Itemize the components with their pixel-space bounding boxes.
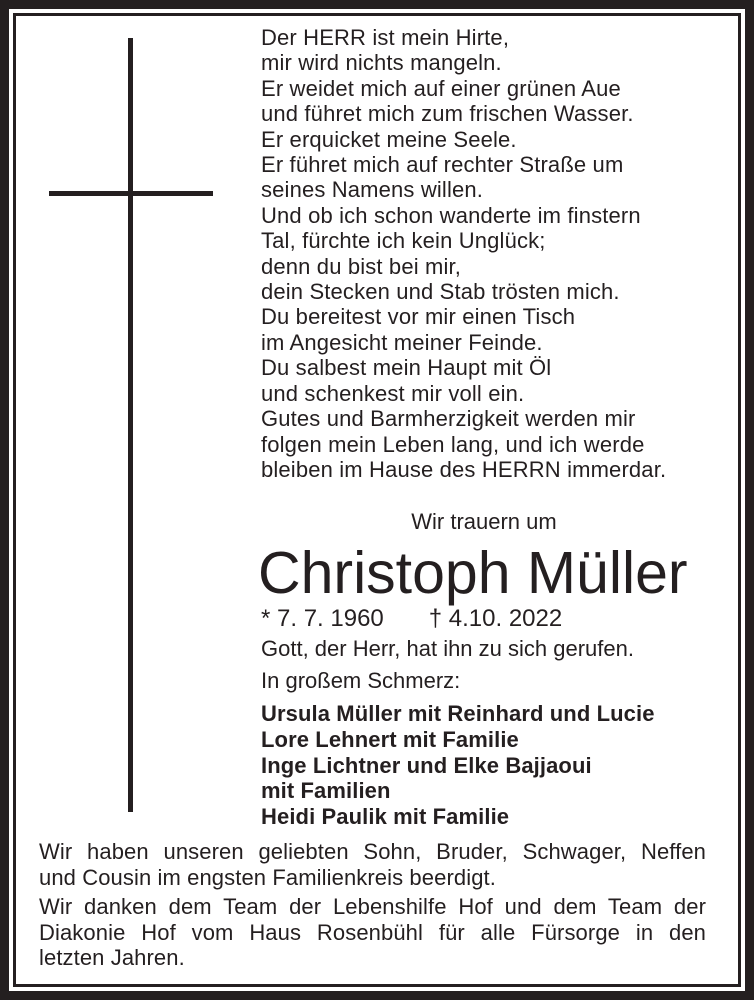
psalm-line: und schenkest mir voll ein. bbox=[261, 380, 525, 406]
psalm-line: Gutes und Barmherzigkeit werden mir bbox=[261, 406, 636, 432]
life-dates bbox=[261, 605, 562, 633]
death-date: † 4.10. 2022 bbox=[428, 605, 563, 632]
psalm-line: Tal, fürchte ich kein Unglück; bbox=[261, 228, 546, 254]
grief-heading: In großem Schmerz: bbox=[261, 668, 461, 693]
psalm-line: seines Namens willen. bbox=[261, 177, 484, 203]
psalm-line: Und ob ich schon wanderte im finstern bbox=[261, 202, 641, 228]
psalm-line: Du salbest mein Haupt mit Öl bbox=[261, 355, 552, 381]
psalm-line: Du bereitest vor mir einen Tisch bbox=[261, 304, 576, 330]
closing-line: Diakonie Hof vom Haus Rosenbühl für alle Fürsorge in den bbox=[39, 919, 706, 945]
birth-date: * 7. 7. 1960 bbox=[261, 605, 384, 632]
mourner-line: mit Familien bbox=[261, 778, 391, 804]
cross-horizontal-bar bbox=[49, 191, 213, 196]
burial-paragraph bbox=[39, 839, 706, 890]
closing-line: letzten Jahren. bbox=[39, 945, 185, 971]
deceased-name: Christoph Müller bbox=[258, 540, 688, 606]
psalm-text bbox=[261, 25, 666, 482]
thanks-paragraph bbox=[39, 894, 706, 971]
mourning-intro: Wir trauern um bbox=[411, 509, 557, 534]
psalm-line: dein Stecken und Stab trösten mich. bbox=[261, 279, 620, 305]
closing-line: Wir danken dem Team der Lebenshilfe Hof und dem Team der bbox=[39, 893, 706, 919]
psalm-line: Der HERR ist mein Hirte, bbox=[261, 25, 510, 50]
closing-text bbox=[39, 839, 706, 971]
psalm-line: bleiben im Hause des HERRN immerdar. bbox=[261, 456, 667, 482]
psalm-line: mir wird nichts mangeln. bbox=[261, 50, 502, 76]
psalm-line: Er weidet mich auf einer grünen Aue bbox=[261, 75, 621, 101]
mourner-line: Inge Lichtner und Elke Bajjaoui bbox=[261, 752, 592, 778]
closing-line: und Cousin im engsten Familienkreis beerdigt. bbox=[39, 864, 496, 890]
psalm-line: Er erquicket meine Seele. bbox=[261, 126, 517, 152]
psalm-line: denn du bist bei mir, bbox=[261, 253, 462, 279]
mourner-line: Ursula Müller mit Reinhard und Lucie bbox=[261, 701, 655, 726]
cross-vertical-bar bbox=[128, 38, 133, 812]
mourners-list bbox=[261, 701, 655, 830]
psalm-line: im Angesicht meiner Feinde. bbox=[261, 329, 543, 355]
psalm-line: Er führet mich auf rechter Straße um bbox=[261, 152, 624, 178]
called-text: Gott, der Herr, hat ihn zu sich gerufen. bbox=[261, 636, 634, 661]
mourner-line: Lore Lehnert mit Familie bbox=[261, 726, 519, 752]
closing-line: Wir haben unseren geliebten Sohn, Bruder, Schwager, Neffen bbox=[39, 839, 706, 864]
psalm-line: folgen mein Leben lang, und ich werde bbox=[261, 431, 645, 457]
mourner-line: Heidi Paulik mit Familie bbox=[261, 804, 510, 830]
psalm-line: und führet mich zum frischen Wasser. bbox=[261, 101, 634, 127]
